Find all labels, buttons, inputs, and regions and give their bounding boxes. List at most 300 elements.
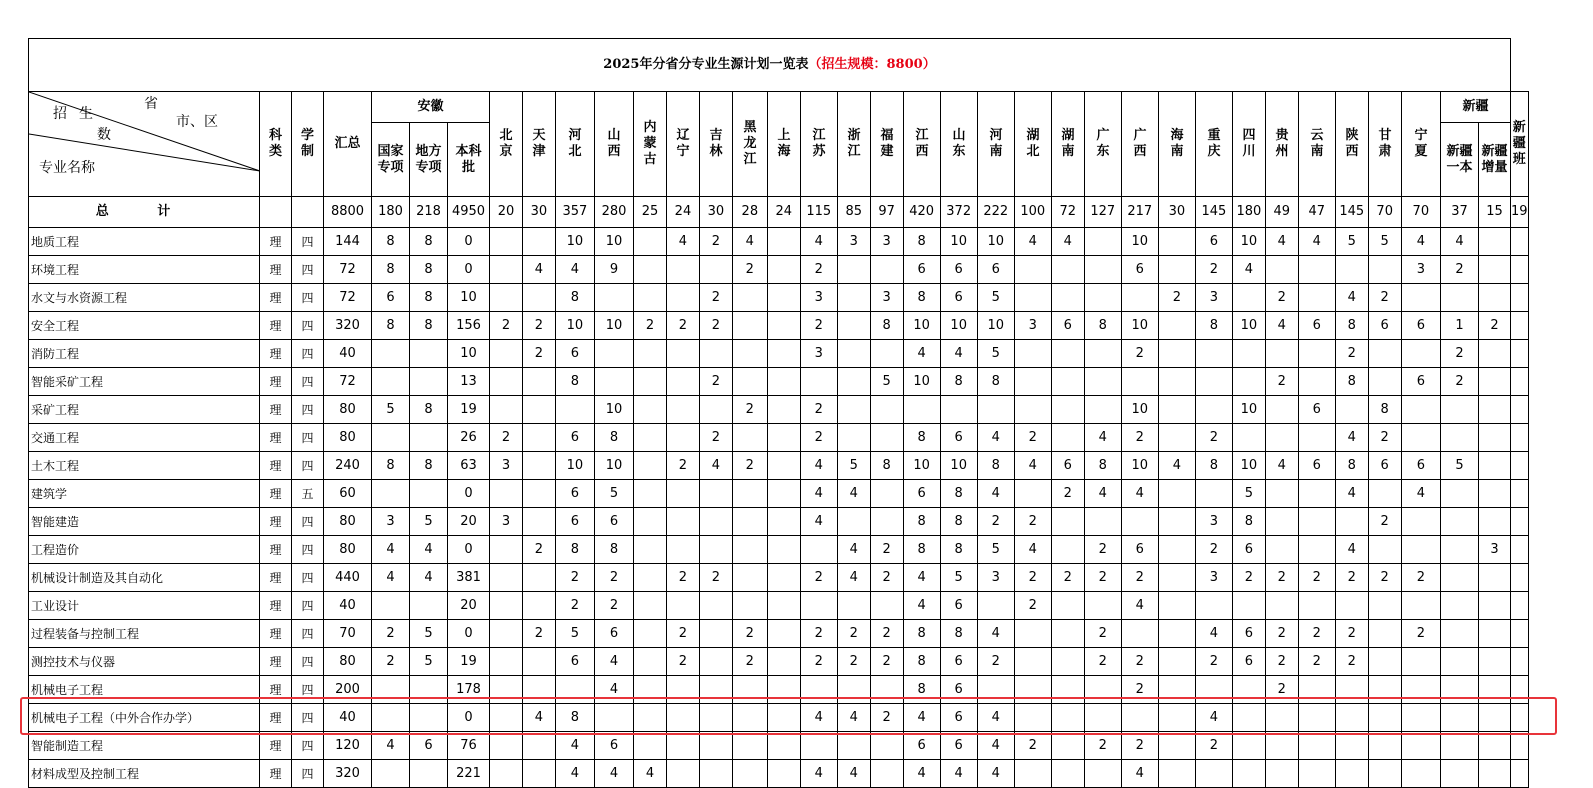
quota-cell: 4 [372, 732, 410, 760]
quota-cell [732, 592, 767, 620]
quota-cell: 80 [324, 396, 372, 424]
total-value: 15 [1479, 197, 1511, 228]
quota-cell: 6 [1121, 536, 1158, 564]
quota-cell [1441, 564, 1479, 592]
quota-cell: 4 [410, 564, 448, 592]
quota-cell [699, 480, 732, 508]
quota-cell [767, 704, 800, 732]
quota-cell [490, 396, 523, 424]
quota-cell [1158, 704, 1195, 732]
quota-cell: 4 [1195, 620, 1232, 648]
quota-cell [1265, 760, 1298, 788]
quota-cell [767, 424, 800, 452]
quota-cell: 4 [1335, 536, 1368, 564]
quota-cell [767, 396, 800, 424]
quota-cell: 5 [1441, 452, 1479, 480]
total-cat [260, 197, 292, 228]
table-row [29, 536, 1529, 564]
quota-cell: 5 [1368, 228, 1401, 256]
quota-cell [1265, 508, 1298, 536]
quota-cell: 144 [324, 228, 372, 256]
quota-cell [1232, 592, 1265, 620]
quota-cell [732, 564, 767, 592]
quota-cell: 8 [903, 676, 940, 704]
quota-cell: 2 [1368, 508, 1401, 536]
quota-cell [1368, 704, 1401, 732]
quota-cell: 8 [410, 452, 448, 480]
header-anhui-sub: 国家 专项 [372, 123, 410, 197]
quota-cell [1195, 340, 1232, 368]
quota-cell [634, 564, 667, 592]
quota-cell: 8 [903, 228, 940, 256]
quota-cell: 0 [448, 256, 490, 284]
enrollment-plan-table [28, 38, 1529, 788]
quota-cell [1441, 396, 1479, 424]
quota-cell: 8 [977, 452, 1014, 480]
total-value: 25 [634, 197, 667, 228]
header-province: 浙 江 [838, 92, 871, 196]
quota-cell [490, 676, 523, 704]
quota-cell [1084, 228, 1121, 256]
quota-cell [594, 340, 633, 368]
quota-cell [1368, 760, 1401, 788]
quota-cell [634, 620, 667, 648]
major-category: 理 [260, 396, 292, 424]
quota-cell [490, 648, 523, 676]
quota-cell: 40 [324, 704, 372, 732]
quota-cell [1511, 676, 1529, 704]
quota-cell [732, 732, 767, 760]
quota-cell [1511, 424, 1529, 452]
quota-cell [837, 508, 870, 536]
quota-cell [1051, 508, 1084, 536]
quota-cell [1051, 592, 1084, 620]
quota-cell [1368, 480, 1401, 508]
quota-cell [666, 536, 699, 564]
quota-cell: 10 [555, 452, 594, 480]
quota-cell [1401, 592, 1440, 620]
quota-cell: 10 [977, 312, 1014, 340]
quota-cell: 10 [1121, 228, 1158, 256]
quota-cell [800, 368, 837, 396]
quota-cell: 4 [1335, 284, 1368, 312]
quota-cell [372, 592, 410, 620]
quota-cell: 4 [977, 424, 1014, 452]
quota-cell: 2 [870, 648, 903, 676]
quota-cell: 72 [324, 284, 372, 312]
header-province: 山 西 [595, 92, 634, 196]
quota-cell: 5 [940, 564, 977, 592]
quota-cell: 2 [1265, 648, 1298, 676]
header-province: 宁 夏 [1402, 92, 1441, 196]
major-name: 建筑学 [29, 480, 260, 508]
quota-cell [1298, 676, 1335, 704]
quota-cell: 8 [1335, 368, 1368, 396]
quota-cell: 2 [1298, 564, 1335, 592]
quota-cell [732, 424, 767, 452]
quota-cell: 2 [870, 620, 903, 648]
quota-cell [666, 480, 699, 508]
quota-cell: 2 [1368, 284, 1401, 312]
quota-cell [1298, 732, 1335, 760]
quota-cell [699, 760, 732, 788]
quota-cell [1084, 704, 1121, 732]
quota-cell [732, 368, 767, 396]
major-category: 理 [260, 536, 292, 564]
quota-cell: 178 [448, 676, 490, 704]
quota-cell: 2 [1441, 256, 1479, 284]
quota-cell [1084, 368, 1121, 396]
quota-cell: 4 [594, 648, 633, 676]
quota-cell: 1 [1441, 312, 1479, 340]
quota-cell [666, 704, 699, 732]
quota-cell: 8 [870, 312, 903, 340]
quota-cell: 2 [1084, 648, 1121, 676]
quota-cell: 10 [448, 284, 490, 312]
quota-cell [767, 676, 800, 704]
quota-cell [1479, 592, 1511, 620]
quota-cell: 2 [1368, 424, 1401, 452]
quota-cell: 8 [410, 256, 448, 284]
quota-cell [1014, 620, 1051, 648]
quota-cell: 2 [870, 564, 903, 592]
quota-cell: 4 [666, 228, 699, 256]
quota-cell: 6 [1232, 620, 1265, 648]
quota-cell [1511, 536, 1529, 564]
major-name: 智能建造 [29, 508, 260, 536]
quota-cell: 4 [1441, 228, 1479, 256]
quota-cell [1511, 508, 1529, 536]
quota-cell [1158, 536, 1195, 564]
quota-cell [1051, 648, 1084, 676]
total-value: 97 [870, 197, 903, 228]
header-province: 黑 龙 江 [733, 92, 768, 196]
quota-cell [1158, 592, 1195, 620]
major-name: 水文与水资源工程 [29, 284, 260, 312]
quota-cell [800, 592, 837, 620]
total-value: 49 [1265, 197, 1298, 228]
quota-cell [1511, 620, 1529, 648]
quota-cell [1265, 704, 1298, 732]
quota-cell [1479, 228, 1511, 256]
quota-cell [410, 676, 448, 704]
quota-cell: 6 [940, 284, 977, 312]
quota-cell [1441, 508, 1479, 536]
quota-cell: 4 [977, 704, 1014, 732]
major-name: 测控技术与仪器 [29, 648, 260, 676]
major-name: 安全工程 [29, 312, 260, 340]
quota-cell [870, 760, 903, 788]
quota-cell: 4 [800, 508, 837, 536]
quota-cell: 10 [555, 228, 594, 256]
quota-cell [1441, 676, 1479, 704]
total-value: 30 [699, 197, 732, 228]
header-province: 福 建 [871, 92, 904, 196]
quota-cell [666, 592, 699, 620]
quota-cell: 2 [372, 648, 410, 676]
quota-cell: 2 [837, 648, 870, 676]
quota-cell: 2 [1298, 620, 1335, 648]
quota-cell [1158, 620, 1195, 648]
quota-cell: 2 [1368, 564, 1401, 592]
quota-cell [1051, 256, 1084, 284]
table-row [29, 480, 1529, 508]
quota-cell: 2 [666, 564, 699, 592]
quota-cell [699, 620, 732, 648]
major-system: 四 [292, 676, 324, 704]
quota-cell [1511, 256, 1529, 284]
table-row [29, 228, 1529, 256]
quota-cell: 8 [410, 396, 448, 424]
quota-cell [522, 508, 555, 536]
quota-cell: 60 [324, 480, 372, 508]
header-province: 贵 州 [1266, 92, 1299, 196]
total-value: 280 [594, 197, 633, 228]
quota-cell [372, 704, 410, 732]
major-name: 采矿工程 [29, 396, 260, 424]
quota-cell [490, 732, 523, 760]
quota-cell: 4 [837, 704, 870, 732]
major-system: 四 [292, 256, 324, 284]
quota-cell [634, 396, 667, 424]
quota-cell [1511, 564, 1529, 592]
total-label: 总 计 [29, 197, 260, 228]
quota-cell [1084, 760, 1121, 788]
quota-cell: 2 [594, 592, 633, 620]
table-row [29, 340, 1529, 368]
header-xinjiang: 新疆 [1441, 92, 1511, 123]
total-sys [292, 197, 324, 228]
quota-cell [1401, 732, 1440, 760]
quota-cell: 4 [732, 228, 767, 256]
quota-cell [767, 620, 800, 648]
quota-cell [1121, 508, 1158, 536]
quota-cell: 4 [1265, 312, 1298, 340]
quota-cell [1084, 592, 1121, 620]
table-title [29, 39, 1511, 92]
quota-cell: 4 [800, 760, 837, 788]
quota-cell: 4 [903, 340, 940, 368]
quota-cell: 8 [555, 536, 594, 564]
quota-cell [372, 368, 410, 396]
quota-cell: 6 [903, 480, 940, 508]
table-row [29, 732, 1529, 760]
quota-cell: 8 [1084, 452, 1121, 480]
quota-cell: 4 [837, 536, 870, 564]
quota-cell: 6 [594, 508, 633, 536]
quota-cell [1401, 704, 1440, 732]
quota-cell [1084, 396, 1121, 424]
quota-cell [634, 340, 667, 368]
quota-cell: 2 [1195, 732, 1232, 760]
quota-cell: 5 [410, 648, 448, 676]
total-value: 4950 [448, 197, 490, 228]
quota-cell: 2 [699, 284, 732, 312]
quota-cell: 4 [1014, 228, 1051, 256]
quota-cell: 2 [1265, 564, 1298, 592]
quota-cell: 70 [324, 620, 372, 648]
quota-cell [1335, 732, 1368, 760]
quota-cell: 10 [1232, 452, 1265, 480]
quota-cell: 2 [1121, 648, 1158, 676]
quota-cell [1335, 704, 1368, 732]
quota-cell: 4 [522, 704, 555, 732]
quota-cell [699, 536, 732, 564]
quota-cell: 2 [634, 312, 667, 340]
quota-cell: 4 [372, 536, 410, 564]
table-row [29, 760, 1529, 788]
quota-cell: 2 [1195, 424, 1232, 452]
quota-cell [732, 508, 767, 536]
quota-cell: 6 [1195, 228, 1232, 256]
quota-cell: 4 [903, 592, 940, 620]
header-province: 上 海 [768, 92, 801, 196]
quota-cell [1014, 368, 1051, 396]
quota-cell [490, 256, 523, 284]
header-category: 科 类 [260, 92, 292, 197]
quota-cell [1014, 396, 1051, 424]
quota-cell [1368, 732, 1401, 760]
quota-cell: 80 [324, 508, 372, 536]
quota-cell: 6 [1298, 396, 1335, 424]
major-name: 机械电子工程（中外合作办学） [29, 704, 260, 732]
quota-cell: 6 [1232, 536, 1265, 564]
major-system: 四 [292, 228, 324, 256]
quota-cell: 6 [555, 340, 594, 368]
quota-cell: 3 [870, 228, 903, 256]
quota-cell: 2 [1158, 284, 1195, 312]
quota-cell [1401, 536, 1440, 564]
major-category: 理 [260, 452, 292, 480]
header-province: 陕 西 [1336, 92, 1369, 196]
table-row [29, 620, 1529, 648]
quota-cell: 10 [940, 312, 977, 340]
quota-cell [1051, 732, 1084, 760]
quota-cell: 4 [977, 480, 1014, 508]
quota-cell: 120 [324, 732, 372, 760]
major-category: 理 [260, 760, 292, 788]
quota-cell [870, 592, 903, 620]
quota-cell [800, 536, 837, 564]
quota-cell [1368, 368, 1401, 396]
header-total: 汇总 [324, 92, 372, 197]
quota-cell [410, 424, 448, 452]
major-system: 四 [292, 648, 324, 676]
quota-cell [699, 396, 732, 424]
major-system: 四 [292, 536, 324, 564]
quota-cell [1479, 396, 1511, 424]
quota-cell [767, 508, 800, 536]
quota-cell [767, 480, 800, 508]
quota-cell [490, 564, 523, 592]
quota-cell [634, 480, 667, 508]
quota-cell: 2 [1335, 648, 1368, 676]
total-value: 218 [410, 197, 448, 228]
quota-cell [490, 228, 523, 256]
quota-cell: 4 [837, 564, 870, 592]
quota-cell: 4 [800, 704, 837, 732]
header-province: 湖 北 [1015, 92, 1052, 196]
quota-cell [732, 284, 767, 312]
quota-cell: 2 [1401, 564, 1440, 592]
quota-cell [1441, 536, 1479, 564]
quota-cell [1298, 256, 1335, 284]
quota-cell: 4 [1014, 536, 1051, 564]
quota-cell [634, 732, 667, 760]
title-scale: 招生规模：8800 [821, 57, 923, 72]
quota-cell: 2 [800, 396, 837, 424]
quota-cell [522, 564, 555, 592]
major-category: 理 [260, 620, 292, 648]
quota-cell [1479, 508, 1511, 536]
major-category: 理 [260, 424, 292, 452]
quota-cell: 2 [1121, 564, 1158, 592]
major-category: 理 [260, 676, 292, 704]
table-row [29, 256, 1529, 284]
quota-cell [1511, 340, 1529, 368]
quota-cell: 10 [940, 452, 977, 480]
quota-cell: 8 [1335, 452, 1368, 480]
quota-cell [410, 592, 448, 620]
quota-cell: 80 [324, 536, 372, 564]
quota-cell: 10 [594, 228, 633, 256]
quota-cell: 2 [1121, 732, 1158, 760]
quota-cell [1158, 312, 1195, 340]
quota-cell [410, 480, 448, 508]
quota-cell [1014, 704, 1051, 732]
quota-cell: 4 [1084, 480, 1121, 508]
province-header-area [490, 92, 1441, 197]
quota-cell: 3 [800, 340, 837, 368]
quota-cell: 6 [1232, 648, 1265, 676]
total-value: 30 [522, 197, 555, 228]
quota-cell: 6 [555, 480, 594, 508]
major-system: 四 [292, 732, 324, 760]
quota-cell: 4 [699, 452, 732, 480]
quota-cell: 3 [1195, 508, 1232, 536]
quota-cell [1298, 704, 1335, 732]
quota-cell [1441, 760, 1479, 788]
quota-cell [767, 536, 800, 564]
quota-cell: 4 [1335, 424, 1368, 452]
quota-cell: 8 [940, 508, 977, 536]
quota-cell [1335, 592, 1368, 620]
quota-cell [800, 732, 837, 760]
quota-cell [1368, 340, 1401, 368]
quota-cell [837, 592, 870, 620]
major-category: 理 [260, 368, 292, 396]
quota-cell [870, 424, 903, 452]
quota-cell: 2 [732, 452, 767, 480]
quota-cell [1195, 676, 1232, 704]
quota-cell [837, 676, 870, 704]
quota-cell [767, 648, 800, 676]
table-row [29, 648, 1529, 676]
quota-cell: 2 [1084, 620, 1121, 648]
quota-cell [1401, 424, 1440, 452]
quota-cell: 6 [1401, 452, 1440, 480]
quota-cell [1158, 228, 1195, 256]
quota-cell [1335, 760, 1368, 788]
quota-cell [1195, 760, 1232, 788]
quota-cell: 10 [1121, 396, 1158, 424]
enrollment-plan-sheet [28, 38, 1529, 788]
quota-cell [666, 508, 699, 536]
quota-cell [1232, 704, 1265, 732]
quota-cell: 2 [837, 620, 870, 648]
quota-cell [1511, 228, 1529, 256]
quota-cell [1335, 256, 1368, 284]
